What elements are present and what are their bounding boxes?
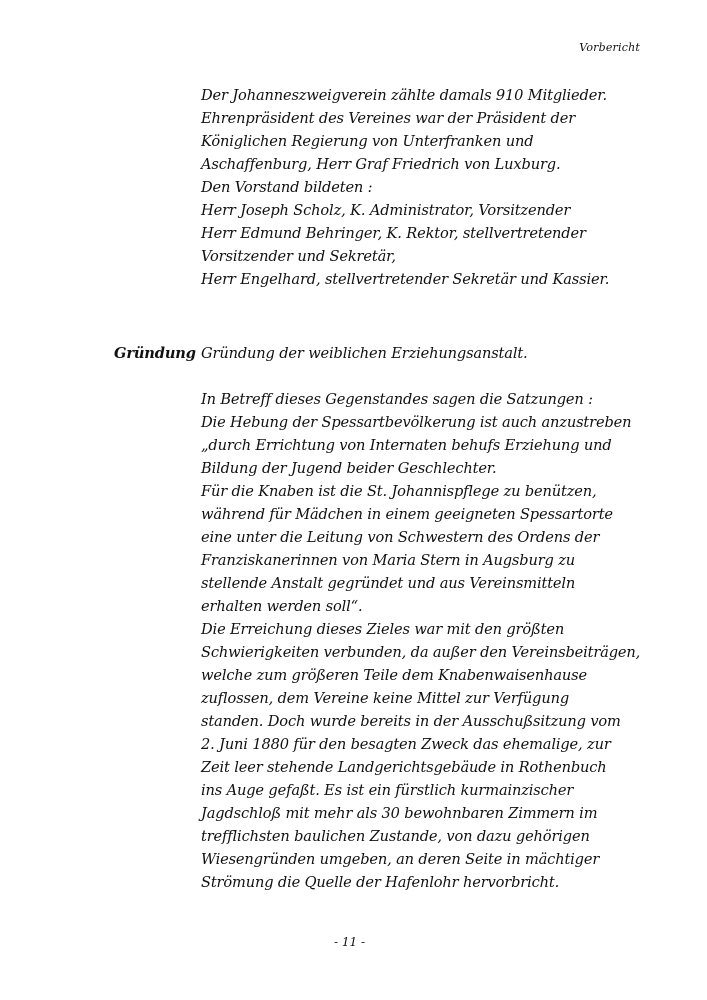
text-line: Für die Knaben ist die St. Johannispflege zu benützen, xyxy=(201,483,597,500)
text-line: 2. Juni 1880 für den besagten Zweck das ehemalige, zur xyxy=(201,736,611,753)
text-line: erhalten werden soll“. xyxy=(201,598,363,615)
text-line: Die Erreichung dieses Zieles war mit den größten xyxy=(201,621,565,638)
text-line: Franziskanerinnen von Maria Stern in Augsburg zu xyxy=(201,552,576,569)
text-line: Den Vorstand bildeten : xyxy=(201,179,373,196)
text-line: Herr Edmund Behringer, K. Rektor, stellvertretender xyxy=(201,225,586,242)
text-line: stellende Anstalt gegründet und aus Vereinsmitteln xyxy=(201,575,576,592)
text-line: „durch Errichtung von Internaten behufs Erziehung und xyxy=(201,437,612,454)
text-line: Vorsitzender und Sekretär, xyxy=(201,248,396,265)
text-line: eine unter die Leitung von Schwestern des Ordens der xyxy=(201,529,600,546)
text-line: Die Hebung der Spessartbevölkerung ist auch anzustreben xyxy=(201,414,632,431)
text-line: Königlichen Regierung von Unterfranken und xyxy=(201,133,534,150)
text-line: Bildung der Jugend beider Geschlechter. xyxy=(201,460,497,477)
paragraph-heading-founding xyxy=(201,342,641,365)
text-line: Jagdschloß mit mehr als 30 bewohnbaren Zimmern im xyxy=(201,805,598,822)
text-line: Zeit leer stehende Landgerichtsgebäude in Rothenbuch xyxy=(201,759,607,776)
text-line: zuflossen, dem Vereine keine Mittel zur Verfügung xyxy=(201,690,570,707)
paragraph-association-board xyxy=(201,84,641,291)
margin-note-gruendung: Gründung xyxy=(114,345,196,362)
text-line: ins Auge gefaßt. Es ist ein fürstlich kurmainzischer xyxy=(201,782,574,799)
text-line: Strömung die Quelle der Hafenlohr hervorbricht. xyxy=(201,874,560,891)
page-number-text: - 11 - xyxy=(333,935,365,949)
page-header-section-title: Vorbericht xyxy=(579,41,640,54)
text-line: standen. Doch wurde bereits in der Ausschußsitzung vom xyxy=(201,713,621,730)
text-line: Gründung der weiblichen Erziehungsanstalt. xyxy=(201,345,528,362)
text-line: Der Johanneszweigverein zählte damals 910 Mitglieder. xyxy=(201,87,607,104)
paragraph-statutes-and-castle xyxy=(201,388,641,894)
text-line: welche zum größeren Teile dem Knabenwaisenhause xyxy=(201,667,587,684)
text-line: Aschaffenburg, Herr Graf Friedrich von Luxburg. xyxy=(201,156,561,173)
page-number xyxy=(0,935,707,949)
text-line: trefflichsten baulichen Zustande, von dazu gehörigen xyxy=(201,828,590,845)
text-line: Schwierigkeiten verbunden, da außer den Vereinsbeiträgen, xyxy=(201,644,641,661)
text-line: während für Mädchen in einem geeigneten Spessartorte xyxy=(201,506,613,523)
text-line: Herr Joseph Scholz, K. Administrator, Vorsitzender xyxy=(201,202,571,219)
text-line: Wiesengründen umgeben, an deren Seite in mächtiger xyxy=(201,851,600,868)
text-line: In Betreff dieses Gegenstandes sagen die Satzungen : xyxy=(201,391,593,408)
text-line: Herr Engelhard, stellvertretender Sekretär und Kassier. xyxy=(201,271,610,288)
text-line: Ehrenpräsident des Vereines war der Präsident der xyxy=(201,110,576,127)
